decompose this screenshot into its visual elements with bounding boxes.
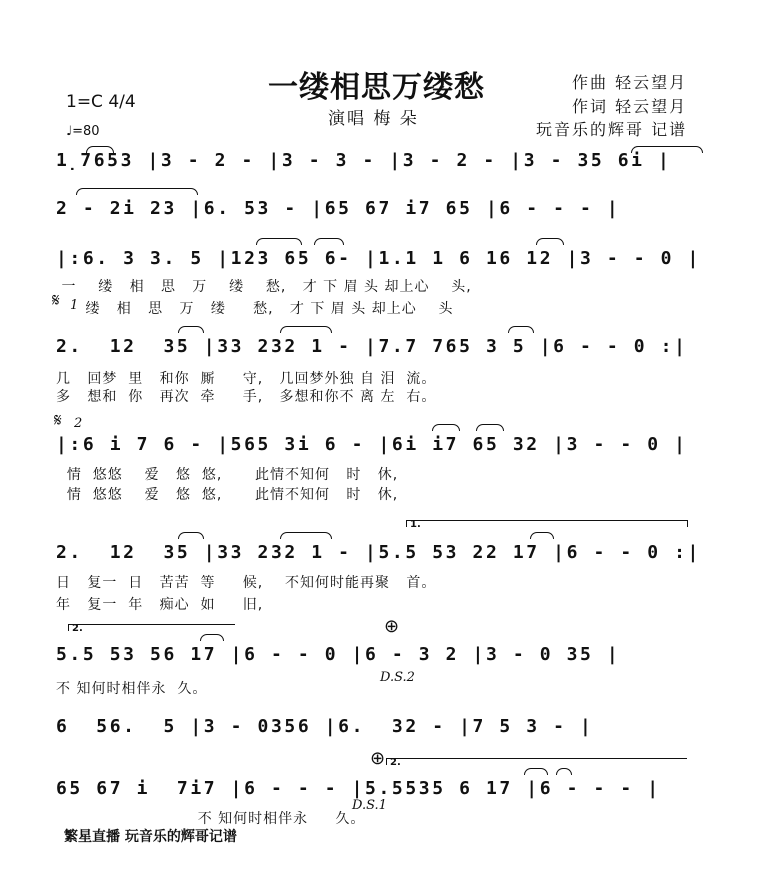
notes-line: 5.5 53 56 17 |6 - - 0 |6 - 3 2 |3 - 0 35 | <box>56 644 621 665</box>
lyric-verse-1: 一 缕 相 思 万 缕 愁, 才 下 眉 头 却上心 头, <box>56 279 472 295</box>
notes-line: 2. 12 35 |33 232 1 - |7.7 765 3 5 |6 - - 0 :| <box>56 336 688 357</box>
ds-2-mark: D.S.2 <box>380 670 415 685</box>
lyric-verse-1: 日 复一 日 苦苦 等 候, 不知何时能再聚 首。 <box>56 575 437 591</box>
coda-sign: ⊕ <box>370 748 386 769</box>
notes-line: 6 56. 5 |3 - 0356 |6. 32 - |7 5 3 - | <box>56 716 594 737</box>
lyric-verse-2: 年 复一 年 痴心 如 旧, <box>56 597 264 613</box>
lyric-verse-1: 不 知何时相伴永 久。 <box>56 681 208 697</box>
singer-credit: 演唱 梅 朵 <box>328 109 419 129</box>
segno-sign: 𝄋 <box>54 410 62 431</box>
footer-credit: 繁星直播 玩音乐的辉哥记谱 <box>64 829 237 845</box>
tempo-marking: ♩=80 <box>66 124 100 139</box>
notes-line: |:6 i 7 6 - |565 3i 6 - |6i i7 65 32 |3 - - 0 | <box>56 434 688 455</box>
ds-1-mark: D.S.1 <box>352 798 387 813</box>
notation-credit: 玩音乐的辉哥 记谱 <box>536 120 688 139</box>
segno-number-1: 1 <box>70 298 79 313</box>
lyric-verse-2: 多 想和 你 再次 牵 手, 多想和你不 离 左 右。 <box>56 389 437 405</box>
segno-sign: 𝄋 <box>52 290 60 311</box>
lyric-verse-2: 缕 相 思 万 缕 愁, 才 下 眉 头 却上心 头 <box>80 301 454 317</box>
lyric-verse-1: 不 知何时相伴永 久。 <box>56 811 366 827</box>
composer-credit: 作曲 轻云望月 <box>572 73 688 92</box>
notes-line: 1̣7653 |3 - 2 - |3 - 3 - |3 - 2 - |3 - 35 6i | <box>56 150 672 171</box>
lyric-verse-1: 几 回梦 里 和你 厮 守, 几回梦外独 自 泪 流。 <box>56 371 437 387</box>
song-title: 一缕相思万缕愁 <box>268 70 485 105</box>
coda-sign: ⊕ <box>384 616 400 637</box>
lyricist-credit: 作词 轻云望月 <box>572 97 688 116</box>
lyric-verse-1: 情 悠悠 爱 悠 悠, 此情不知何 时 休, <box>56 467 399 483</box>
notes-line: |:6. 3 3. 5 |123 65 6- |1.1 1 6 16 12 |3 - - 0 | <box>56 248 701 269</box>
key-signature: 1=C 4/4 <box>66 92 136 112</box>
notes-line: 2 - 2i 23 |6. 53 - |65 67 i7 65 |6 - - - | <box>56 198 621 219</box>
volta-bracket-1: 1. <box>406 520 688 527</box>
volta-bracket-2b: 2. <box>386 758 687 765</box>
segno-number-2: 2 <box>74 416 83 431</box>
volta-bracket-2: 2. <box>68 624 235 631</box>
notes-line: 2. 12 35 |33 232 1 - |5.5 53 22 17 |6 - - 0 :| <box>56 542 701 563</box>
notes-line: 65 67 i 7i7 |6 - - - |5.5535 6 17 |6 - - - | <box>56 778 661 799</box>
lyric-verse-2: 情 悠悠 爱 悠 悠, 此情不知何 时 休, <box>56 487 399 503</box>
